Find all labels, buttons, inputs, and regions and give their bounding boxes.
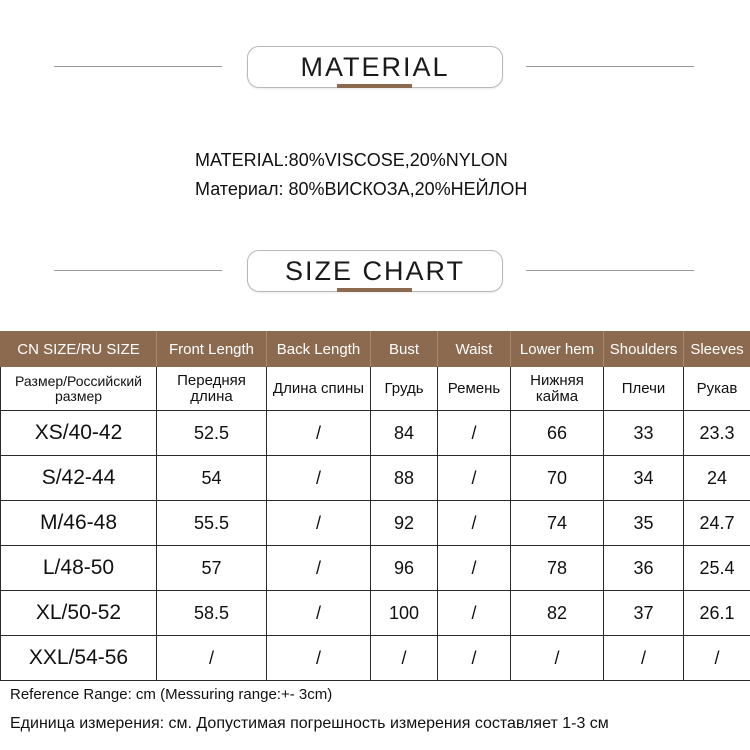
material-line-ru: Материал: 80%ВИСКОЗА,20%НЕЙЛОН xyxy=(195,179,528,199)
table-row xyxy=(1,546,750,591)
table-cell: / xyxy=(438,591,511,636)
size-cell: M/46-48 xyxy=(1,501,157,546)
table-cell: 52.5 xyxy=(157,411,267,456)
table-row xyxy=(1,411,750,456)
reference-range-note-ru: Единица измерения: см. Допустимая погрешность измерения составляет 1-3 см xyxy=(10,715,609,732)
table-row xyxy=(1,501,750,546)
heading-divider-left xyxy=(54,270,222,271)
heading-divider-right xyxy=(526,270,694,271)
table-cell: 100 xyxy=(371,591,438,636)
column-header: CN SIZE/RU SIZE xyxy=(1,332,157,367)
column-subheader: Размер/Российский размер xyxy=(1,367,157,411)
table-cell: 66 xyxy=(511,411,604,456)
material-line-en: MATERIAL:80%VISCOSE,20%NYLON xyxy=(195,150,508,170)
table-cell: 24.7 xyxy=(684,501,750,546)
table-cell: 36 xyxy=(604,546,684,591)
column-header: Waist xyxy=(438,332,511,367)
table-cell: / xyxy=(684,636,750,681)
table-cell: / xyxy=(267,591,371,636)
column-header: Shoulders xyxy=(604,332,684,367)
table-cell: 54 xyxy=(157,456,267,501)
material-heading xyxy=(0,46,750,106)
table-cell: / xyxy=(267,636,371,681)
column-subheader: Передняя длина xyxy=(157,367,267,411)
table-cell: / xyxy=(511,636,604,681)
material-title: MATERIAL xyxy=(247,46,503,88)
table-cell: 96 xyxy=(371,546,438,591)
table-subheader-row xyxy=(1,367,750,411)
size-cell: XL/50-52 xyxy=(1,591,157,636)
table-cell: 84 xyxy=(371,411,438,456)
size-chart-heading xyxy=(0,250,750,310)
column-subheader: Ремень xyxy=(438,367,511,411)
size-chart-title: SIZE CHART xyxy=(247,250,503,292)
table-cell: 35 xyxy=(604,501,684,546)
size-chart-table xyxy=(0,331,750,681)
table-cell: 88 xyxy=(371,456,438,501)
table-row xyxy=(1,591,750,636)
table-cell: / xyxy=(438,546,511,591)
table-cell: / xyxy=(267,411,371,456)
table-cell: / xyxy=(438,456,511,501)
size-cell: S/42-44 xyxy=(1,456,157,501)
table-row xyxy=(1,456,750,501)
column-subheader: Грудь xyxy=(371,367,438,411)
table-cell: 74 xyxy=(511,501,604,546)
column-subheader: Плечи xyxy=(604,367,684,411)
column-subheader: Нижняя кайма xyxy=(511,367,604,411)
table-cell: 70 xyxy=(511,456,604,501)
table-cell: 82 xyxy=(511,591,604,636)
table-cell: 78 xyxy=(511,546,604,591)
heading-divider-right xyxy=(526,66,694,67)
table-cell: 33 xyxy=(604,411,684,456)
table-cell: 24 xyxy=(684,456,750,501)
column-header: Front Length xyxy=(157,332,267,367)
table-cell: / xyxy=(438,411,511,456)
table-cell: 23.3 xyxy=(684,411,750,456)
table-cell: 34 xyxy=(604,456,684,501)
table-cell: / xyxy=(157,636,267,681)
column-header: Lower hem xyxy=(511,332,604,367)
table-cell: 37 xyxy=(604,591,684,636)
table-cell: 57 xyxy=(157,546,267,591)
column-subheader: Длина спины xyxy=(267,367,371,411)
table-cell: / xyxy=(438,636,511,681)
table-cell: 92 xyxy=(371,501,438,546)
table-cell: 26.1 xyxy=(684,591,750,636)
table-cell: / xyxy=(267,456,371,501)
column-header: Bust xyxy=(371,332,438,367)
table-row xyxy=(1,636,750,681)
table-cell: 25.4 xyxy=(684,546,750,591)
heading-underline xyxy=(337,288,412,292)
heading-divider-left xyxy=(54,66,222,67)
size-cell: L/48-50 xyxy=(1,546,157,591)
column-subheader: Рукав xyxy=(684,367,750,411)
table-cell: / xyxy=(371,636,438,681)
material-description xyxy=(195,146,527,204)
size-cell: XS/40-42 xyxy=(1,411,157,456)
column-header: Back Length xyxy=(267,332,371,367)
table-cell: 55.5 xyxy=(157,501,267,546)
table-cell: / xyxy=(438,501,511,546)
size-cell: XXL/54-56 xyxy=(1,636,157,681)
column-header: Sleeves xyxy=(684,332,750,367)
table-header-row xyxy=(1,332,750,367)
table-cell: / xyxy=(267,501,371,546)
table-cell: / xyxy=(604,636,684,681)
table-cell: 58.5 xyxy=(157,591,267,636)
reference-range-note: Reference Range: cm (Messuring range:+- 3cm) xyxy=(10,686,333,703)
table-cell: / xyxy=(267,546,371,591)
heading-underline xyxy=(337,84,412,88)
